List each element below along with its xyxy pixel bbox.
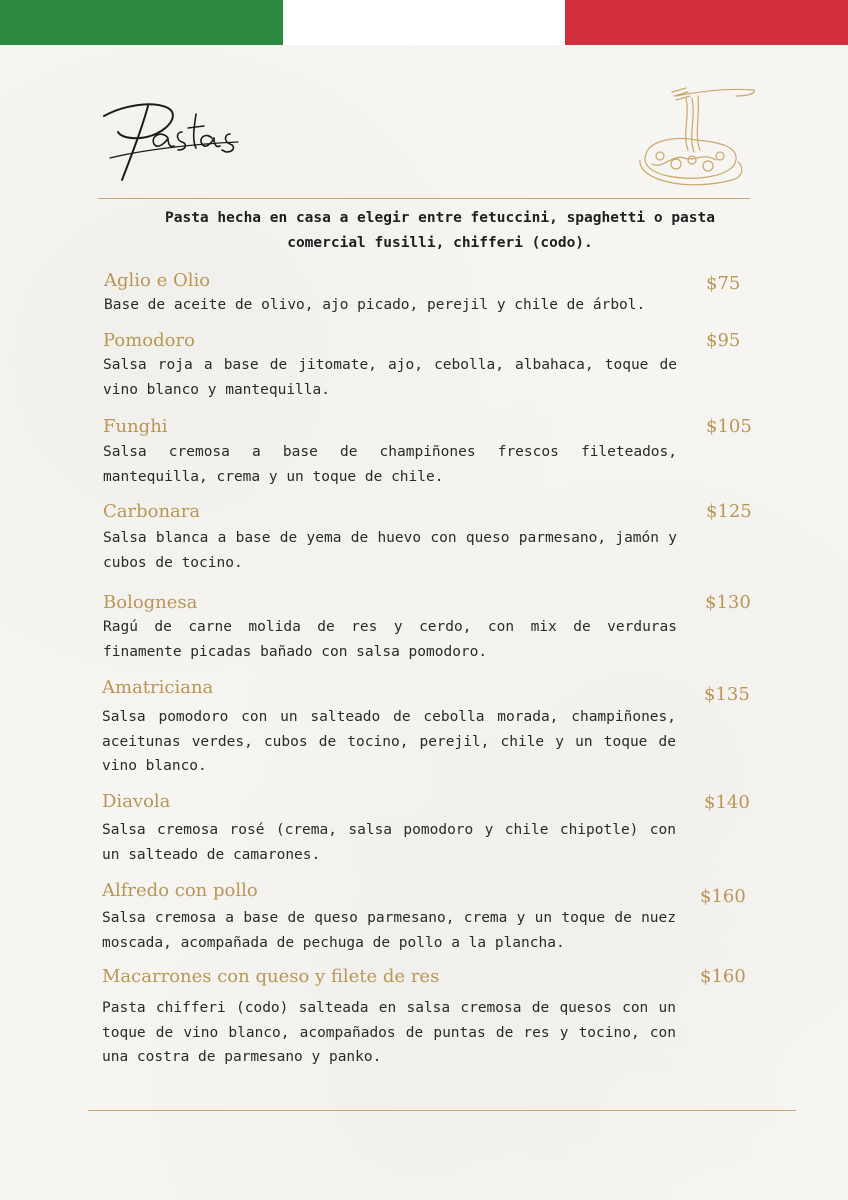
menu-item-description: Salsa pomodoro con un salteado de cebolla morada, champiñones, aceitunas verdes, cubos de tocino, perejil, chile y un toque de vino blanco. (102, 709, 676, 774)
menu-item-description: Salsa cremosa a base de queso parmesano, crema y un toque de nuez moscada, acompañada de pechuga de pollo a la plancha. (102, 910, 676, 951)
menu-item-name: Bolognesa (103, 592, 198, 613)
divider-top (98, 198, 750, 199)
menu-item-description: Base de aceite de olivo, ajo picado, perejil y chile de árbol. (104, 297, 646, 313)
page-title (102, 92, 262, 187)
menu-item-price: $140 (704, 792, 750, 813)
flag-stripe-white (283, 0, 565, 45)
menu-item-price: $160 (700, 886, 746, 907)
pasta-fork-icon (636, 84, 758, 194)
menu-item-price: $105 (706, 416, 752, 437)
menu-item-description: Salsa cremosa rosé (crema, salsa pomodoro y chile chipotle) con un salteado de camarones. (102, 822, 676, 863)
menu-item-name: Funghi (103, 416, 168, 437)
menu-item-price: $160 (700, 966, 746, 987)
menu-item-price: $130 (705, 592, 751, 613)
intro-text: Pasta hecha en casa a elegir entre fetuccini, spaghetti o pasta comercial fusilli, chifferi (codo). (165, 210, 715, 251)
menu-item-description: Pasta chifferi (codo) salteada en salsa cremosa de quesos con un toque de vino blanco, acompañados de puntas de res y tocino, con una costra de parmesano y panko. (102, 1000, 676, 1065)
menu-item-name: Aglio e Olio (104, 270, 211, 291)
menu-item-price: $95 (706, 330, 741, 351)
menu-item-price: $75 (706, 273, 741, 294)
menu-item-name: Amatriciana (102, 677, 214, 698)
menu-item-description: Salsa cremosa a base de champiñones frescos fileteados, mantequilla, crema y un toque de chile. (103, 444, 677, 485)
menu-item-price: $135 (704, 684, 750, 705)
divider-bottom (88, 1110, 796, 1111)
menu-item-name: Carbonara (103, 501, 201, 522)
menu-item-name: Pomodoro (103, 330, 195, 351)
menu-item-name: Macarrones con queso y filete de res (102, 966, 440, 987)
menu-item-price: $125 (706, 501, 752, 522)
menu-item-name: Alfredo con pollo (102, 880, 258, 901)
menu-item-name: Diavola (102, 791, 171, 812)
menu-item-description: Ragú de carne molida de res y cerdo, con mix de verduras finamente picadas bañado con salsa pomodoro. (103, 619, 677, 660)
menu-item-description: Salsa blanca a base de yema de huevo con queso parmesano, jamón y cubos de tocino. (103, 530, 677, 571)
flag-stripe-green (0, 0, 283, 45)
pastas-script-logo (102, 92, 262, 187)
flag-stripe-red (565, 0, 848, 45)
menu-item-description: Salsa roja a base de jitomate, ajo, cebolla, albahaca, toque de vino blanco y mantequilla. (103, 357, 677, 398)
